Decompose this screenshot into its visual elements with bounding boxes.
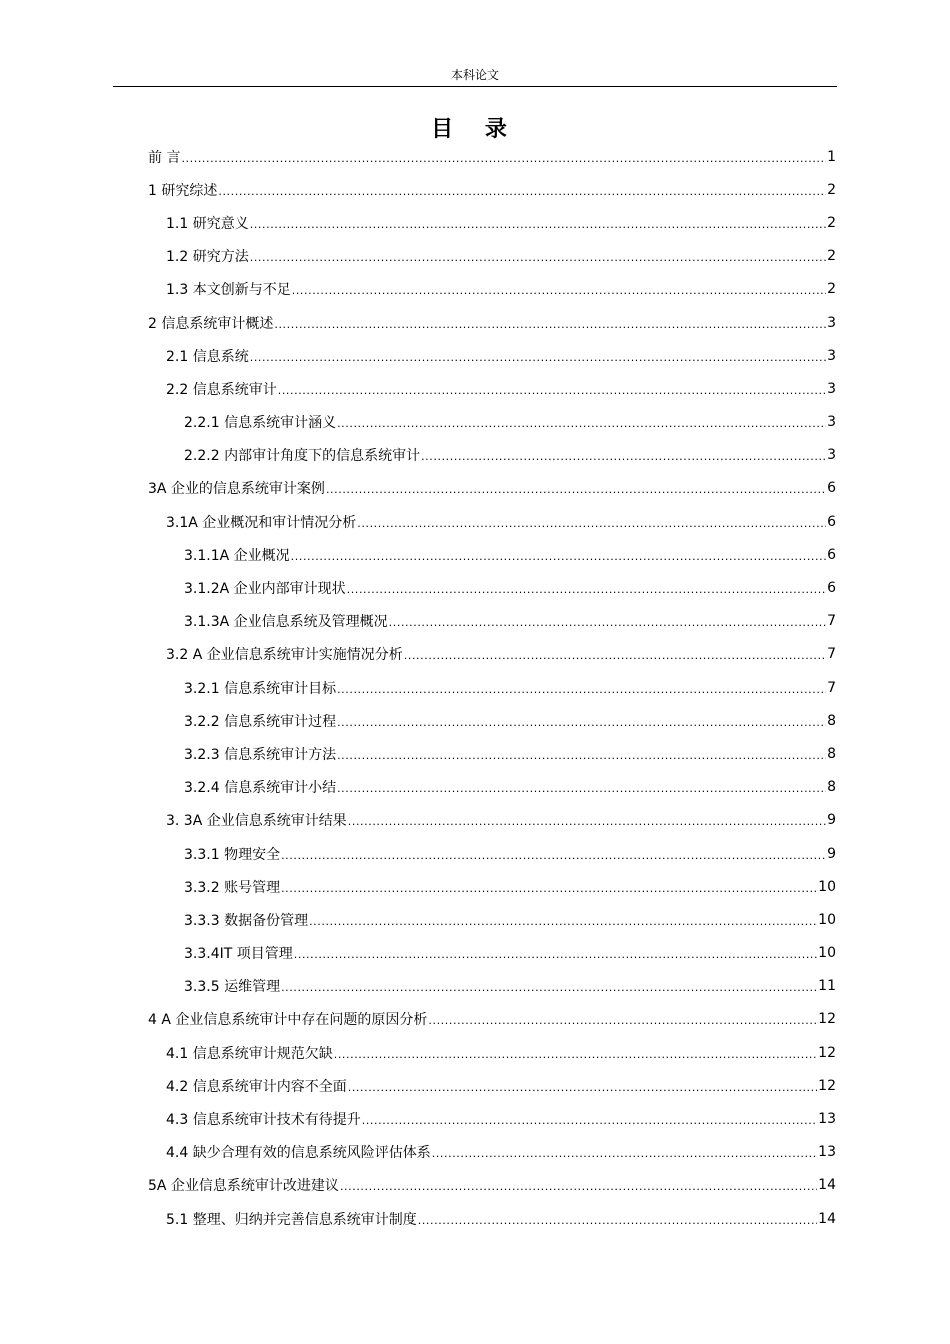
dot-leader — [418, 1211, 817, 1227]
toc-entry-title: 3.1A 企业概况和审计情况分析 — [166, 512, 357, 532]
dot-leader — [278, 381, 826, 397]
toc-entry-title: 3. 3A 企业信息系统审计结果 — [166, 810, 348, 830]
toc-entry[interactable] — [148, 538, 836, 571]
dot-leader — [294, 945, 817, 961]
toc-entry-title: 4.3 信息系统审计技术有待提升 — [166, 1109, 362, 1129]
dot-leader — [348, 812, 826, 828]
toc-entry[interactable] — [148, 1169, 836, 1202]
toc-entry-title: 前 言 — [148, 147, 181, 167]
toc-entry[interactable] — [148, 240, 836, 273]
toc-entry-title: 3.3.2 账号管理 — [184, 877, 281, 897]
toc-entry-page: 6 — [827, 480, 836, 497]
dot-leader — [389, 613, 826, 629]
toc-entry[interactable] — [148, 1136, 836, 1169]
toc-entry-page: 11 — [818, 978, 836, 995]
toc-entry-title: 3.3.1 物理安全 — [184, 844, 281, 864]
toc-entry-title: 4.4 缺少合理有效的信息系统风险评估体系 — [166, 1142, 432, 1162]
toc-title: 目 录 — [431, 117, 519, 142]
toc-entry-title: 3.2.2 信息系统审计过程 — [184, 711, 337, 731]
toc-entry-page: 7 — [827, 613, 836, 630]
toc-entry[interactable] — [148, 1036, 836, 1069]
toc-entry[interactable] — [148, 1069, 836, 1102]
table-of-contents — [148, 140, 836, 1235]
toc-entry-title: 4.1 信息系统审计规范欠缺 — [166, 1043, 334, 1063]
toc-entry-page: 7 — [827, 646, 836, 663]
toc-entry-page: 3 — [827, 447, 836, 464]
toc-entry-page: 10 — [818, 878, 836, 895]
page-header — [113, 64, 837, 87]
dot-leader — [181, 149, 826, 165]
toc-entry[interactable] — [148, 605, 836, 638]
dot-leader — [218, 182, 826, 198]
toc-entry-title: 1 研究综述 — [148, 180, 218, 200]
toc-entry-page: 3 — [827, 414, 836, 431]
toc-entry[interactable] — [148, 306, 836, 339]
toc-entry-page: 1 — [827, 148, 836, 165]
toc-entry[interactable] — [148, 140, 836, 173]
toc-entry-title: 3.3.3 数据备份管理 — [184, 910, 309, 930]
toc-entry-title: 4.2 信息系统审计内容不全面 — [166, 1076, 348, 1096]
toc-entry[interactable] — [148, 206, 836, 239]
toc-entry-page: 12 — [818, 1011, 836, 1028]
toc-entry-title: 3.2 A 企业信息系统审计实施情况分析 — [166, 644, 404, 664]
toc-entry-page: 6 — [827, 546, 836, 563]
toc-entry-page: 10 — [818, 911, 836, 928]
toc-entry-page: 13 — [818, 1111, 836, 1128]
toc-entry-title: 1.3 本文创新与不足 — [166, 279, 292, 299]
toc-entry[interactable] — [148, 472, 836, 505]
toc-entry-title: 3.1.3A 企业信息系统及管理概况 — [184, 611, 389, 631]
toc-entry-title: 2.2.1 信息系统审计涵义 — [184, 412, 337, 432]
dot-leader — [340, 1177, 817, 1193]
dot-leader — [291, 547, 826, 563]
toc-entry-page: 2 — [827, 181, 836, 198]
dot-leader — [250, 248, 826, 264]
dot-leader — [404, 646, 826, 662]
toc-entry-title: 1.2 研究方法 — [166, 246, 250, 266]
toc-entry-title: 5.1 整理、归纳并完善信息系统审计制度 — [166, 1209, 418, 1229]
toc-entry-page: 9 — [827, 812, 836, 829]
toc-entry-page: 2 — [827, 214, 836, 231]
toc-entry-title: 3.1.2A 企业内部审计现状 — [184, 578, 347, 598]
toc-entry-page: 3 — [827, 347, 836, 364]
toc-entry-page: 3 — [827, 380, 836, 397]
dot-leader — [348, 1078, 817, 1094]
toc-entry-page: 6 — [827, 513, 836, 530]
toc-entry-title: 3.3.5 运维管理 — [184, 976, 281, 996]
toc-entry-title: 2.1 信息系统 — [166, 346, 250, 366]
toc-entry-page: 9 — [827, 845, 836, 862]
toc-entry-title: 2.2 信息系统审计 — [166, 379, 278, 399]
toc-entry-title: 3.3.4IT 项目管理 — [184, 943, 294, 963]
dot-leader — [357, 514, 826, 530]
toc-entry-title: 3.1.1A 企业概况 — [184, 545, 291, 565]
dot-leader — [347, 580, 826, 596]
dot-leader — [421, 447, 826, 463]
toc-entry[interactable] — [148, 1102, 836, 1135]
toc-entry-page: 14 — [818, 1177, 836, 1194]
toc-entry-title: 5A 企业信息系统审计改进建议 — [148, 1175, 340, 1195]
toc-entry[interactable] — [148, 837, 836, 870]
toc-entry-page: 12 — [818, 1044, 836, 1061]
toc-entry-page: 7 — [827, 679, 836, 696]
toc-entry-title: 1.1 研究意义 — [166, 213, 250, 233]
toc-entry-page: 3 — [827, 314, 836, 331]
toc-entry[interactable] — [148, 439, 836, 472]
toc-entry-page: 8 — [827, 712, 836, 729]
toc-entry[interactable] — [148, 173, 836, 206]
toc-entry-title: 3.2.1 信息系统审计目标 — [184, 678, 337, 698]
toc-entry-page: 12 — [818, 1077, 836, 1094]
toc-entry[interactable] — [148, 638, 836, 671]
dot-leader — [281, 879, 817, 895]
toc-entry[interactable] — [148, 937, 836, 970]
dot-leader — [281, 846, 826, 862]
toc-entry[interactable] — [148, 571, 836, 604]
toc-entry[interactable] — [148, 505, 836, 538]
toc-entry[interactable] — [148, 737, 836, 770]
dot-leader — [337, 713, 826, 729]
toc-entry-page: 2 — [827, 281, 836, 298]
toc-entry-page: 2 — [827, 248, 836, 265]
toc-entry[interactable] — [148, 1202, 836, 1235]
toc-entry-page: 8 — [827, 779, 836, 796]
dot-leader — [250, 348, 826, 364]
dot-leader — [292, 281, 826, 297]
toc-entry[interactable] — [148, 704, 836, 737]
toc-entry-page: 6 — [827, 580, 836, 597]
dot-leader — [326, 480, 826, 496]
toc-entry-page: 14 — [818, 1210, 836, 1227]
toc-entry-title: 4 A 企业信息系统审计中存在问题的原因分析 — [148, 1009, 428, 1029]
toc-entry[interactable] — [148, 870, 836, 903]
toc-entry-page: 10 — [818, 945, 836, 962]
toc-entry[interactable] — [148, 339, 836, 372]
toc-entry-page: 8 — [827, 745, 836, 762]
dot-leader — [337, 680, 826, 696]
dot-leader — [337, 746, 826, 762]
header-text: 本科论文 — [450, 68, 499, 82]
toc-entry-title: 2 信息系统审计概述 — [148, 313, 274, 333]
toc-entry[interactable] — [148, 406, 836, 439]
toc-entry[interactable] — [148, 1003, 836, 1036]
dot-leader — [281, 978, 817, 994]
toc-entry[interactable] — [148, 372, 836, 405]
dot-leader — [250, 215, 826, 231]
toc-entry[interactable] — [148, 970, 836, 1003]
toc-entry[interactable] — [148, 671, 836, 704]
toc-entry-title: 2.2.2 内部审计角度下的信息系统审计 — [184, 445, 421, 465]
dot-leader — [337, 779, 826, 795]
toc-entry-page: 13 — [818, 1144, 836, 1161]
dot-leader — [337, 414, 826, 430]
dot-leader — [334, 1045, 817, 1061]
dot-leader — [274, 315, 826, 331]
dot-leader — [432, 1144, 817, 1160]
dot-leader — [362, 1111, 817, 1127]
dot-leader — [309, 912, 817, 928]
toc-entry[interactable] — [148, 804, 836, 837]
dot-leader — [428, 1011, 817, 1027]
toc-entry-title: 3.2.3 信息系统审计方法 — [184, 744, 337, 764]
toc-entry-title: 3A 企业的信息系统审计案例 — [148, 478, 326, 498]
toc-entry[interactable] — [148, 771, 836, 804]
toc-entry-title: 3.2.4 信息系统审计小结 — [184, 777, 337, 797]
toc-entry[interactable] — [148, 903, 836, 936]
toc-entry[interactable] — [148, 273, 836, 306]
